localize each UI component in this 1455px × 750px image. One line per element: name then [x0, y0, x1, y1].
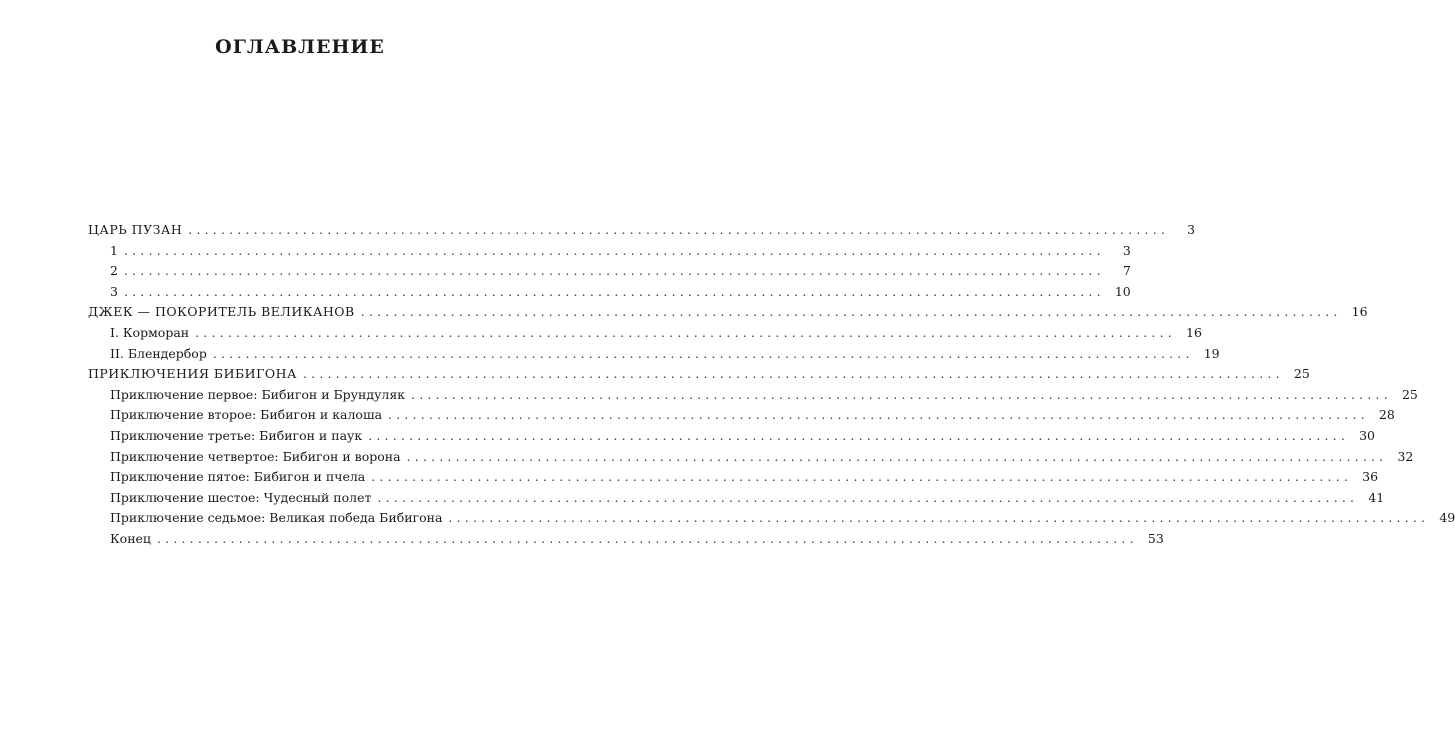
- dot-leader: ........................................................................................................................: [360, 304, 1342, 320]
- toc-entry-label: ПРИКЛЮЧЕНИЯ БИБИГОНА: [88, 366, 297, 382]
- dot-leader: ........................................................................................................................: [302, 366, 1284, 382]
- dot-leader: ........................................................................................................................: [406, 448, 1388, 464]
- table-of-contents: [88, 220, 1455, 550]
- dot-leader: ........................................................................................................................: [123, 263, 1105, 279]
- toc-entry-bibigon-3[interactable]: [88, 426, 1376, 447]
- dot-leader: ........................................................................................................................: [448, 510, 1430, 526]
- toc-entry-label: II. Блендербор: [110, 345, 207, 361]
- toc-entry-tsar-puzan[interactable]: [88, 220, 1196, 241]
- dot-leader: ........................................................................................................................: [377, 489, 1359, 505]
- toc-entry-tsar-puzan-3[interactable]: [88, 282, 1131, 303]
- dot-leader: ........................................................................................................................: [188, 222, 1170, 237]
- toc-entry-bibigon[interactable]: [88, 364, 1310, 385]
- toc-entry-page: 36: [1362, 469, 1379, 485]
- toc-entry-page: 49: [1439, 510, 1455, 526]
- dot-leader: ........................................................................................................................: [368, 427, 1350, 443]
- toc-entry-bibigon-4[interactable]: [88, 447, 1414, 468]
- toc-entry-page: 25: [1401, 386, 1418, 402]
- toc-entry-label: I. Корморан: [110, 324, 190, 340]
- toc-entry-label: 2: [110, 263, 118, 279]
- toc-entry-bibigon-6[interactable]: [88, 488, 1385, 509]
- toc-entry-label: Приключение третье: Бибигон и паук: [110, 427, 363, 443]
- toc-entry-label: Приключение седьмое: Великая победа Бибигона: [110, 510, 443, 526]
- toc-entry-page: 10: [1114, 283, 1131, 299]
- toc-entry-label: Приключение первое: Бибигон и Брундуляк: [110, 386, 406, 402]
- toc-entry-page: 25: [1293, 366, 1310, 382]
- toc-entry-bibigon-5[interactable]: [88, 467, 1379, 488]
- toc-entry-page: 30: [1359, 427, 1376, 443]
- toc-entry-bibigon-1[interactable]: [88, 385, 1418, 406]
- toc-entry-label: Приключение шестое: Чудесный полет: [110, 489, 372, 505]
- toc-entry-label: 3: [110, 283, 118, 299]
- toc-entry-label: ЦАРЬ ПУЗАН: [88, 222, 183, 237]
- toc-entry-label: 1: [110, 242, 118, 258]
- toc-entry-page: 3: [1122, 242, 1131, 258]
- toc-entry-jack-2[interactable]: [88, 344, 1220, 365]
- dot-leader: ........................................................................................................................: [123, 242, 1105, 258]
- dot-leader: ........................................................................................................................: [123, 283, 1105, 299]
- toc-entry-bibigon-7[interactable]: [88, 508, 1455, 529]
- dot-leader: ........................................................................................................................: [156, 530, 1138, 546]
- dot-leader: ........................................................................................................................: [411, 386, 1392, 402]
- toc-entry-tsar-puzan-1[interactable]: [88, 241, 1131, 262]
- toc-entry-label: Приключение второе: Бибигон и калоша: [110, 407, 383, 423]
- toc-entry-page: 41: [1368, 489, 1385, 505]
- toc-entry-tsar-puzan-2[interactable]: [88, 261, 1131, 282]
- toc-entry-bibigon-end[interactable]: [88, 529, 1164, 550]
- dot-leader: ........................................................................................................................: [371, 469, 1353, 485]
- toc-entry-page: 28: [1378, 407, 1395, 423]
- toc-entry-page: 32: [1397, 448, 1414, 464]
- dot-leader: ........................................................................................................................: [212, 345, 1194, 361]
- toc-entry-jack[interactable]: [88, 302, 1368, 323]
- toc-entry-bibigon-2[interactable]: [88, 405, 1395, 426]
- toc-entry-label: Приключение четвертое: Бибигон и ворона: [110, 448, 401, 464]
- dot-leader: ........................................................................................................................: [388, 407, 1369, 423]
- toc-entry-page: 53: [1147, 530, 1164, 546]
- toc-entry-label: Конец: [110, 530, 151, 546]
- toc-entry-page: 3: [1187, 222, 1196, 237]
- dot-leader: ........................................................................................................................: [195, 324, 1176, 340]
- toc-entry-label: Приключение пятое: Бибигон и пчела: [110, 469, 366, 485]
- toc-entry-jack-1[interactable]: [88, 323, 1202, 344]
- toc-entry-page: 7: [1122, 263, 1131, 279]
- toc-entry-page: 16: [1186, 324, 1202, 340]
- page-title: ОГЛАВЛЕНИЕ: [215, 36, 385, 58]
- toc-entry-page: 16: [1351, 304, 1368, 320]
- toc-entry-page: 19: [1203, 345, 1220, 361]
- toc-entry-label: ДЖЕК — ПОКОРИТЕЛЬ ВЕЛИКАНОВ: [88, 304, 355, 320]
